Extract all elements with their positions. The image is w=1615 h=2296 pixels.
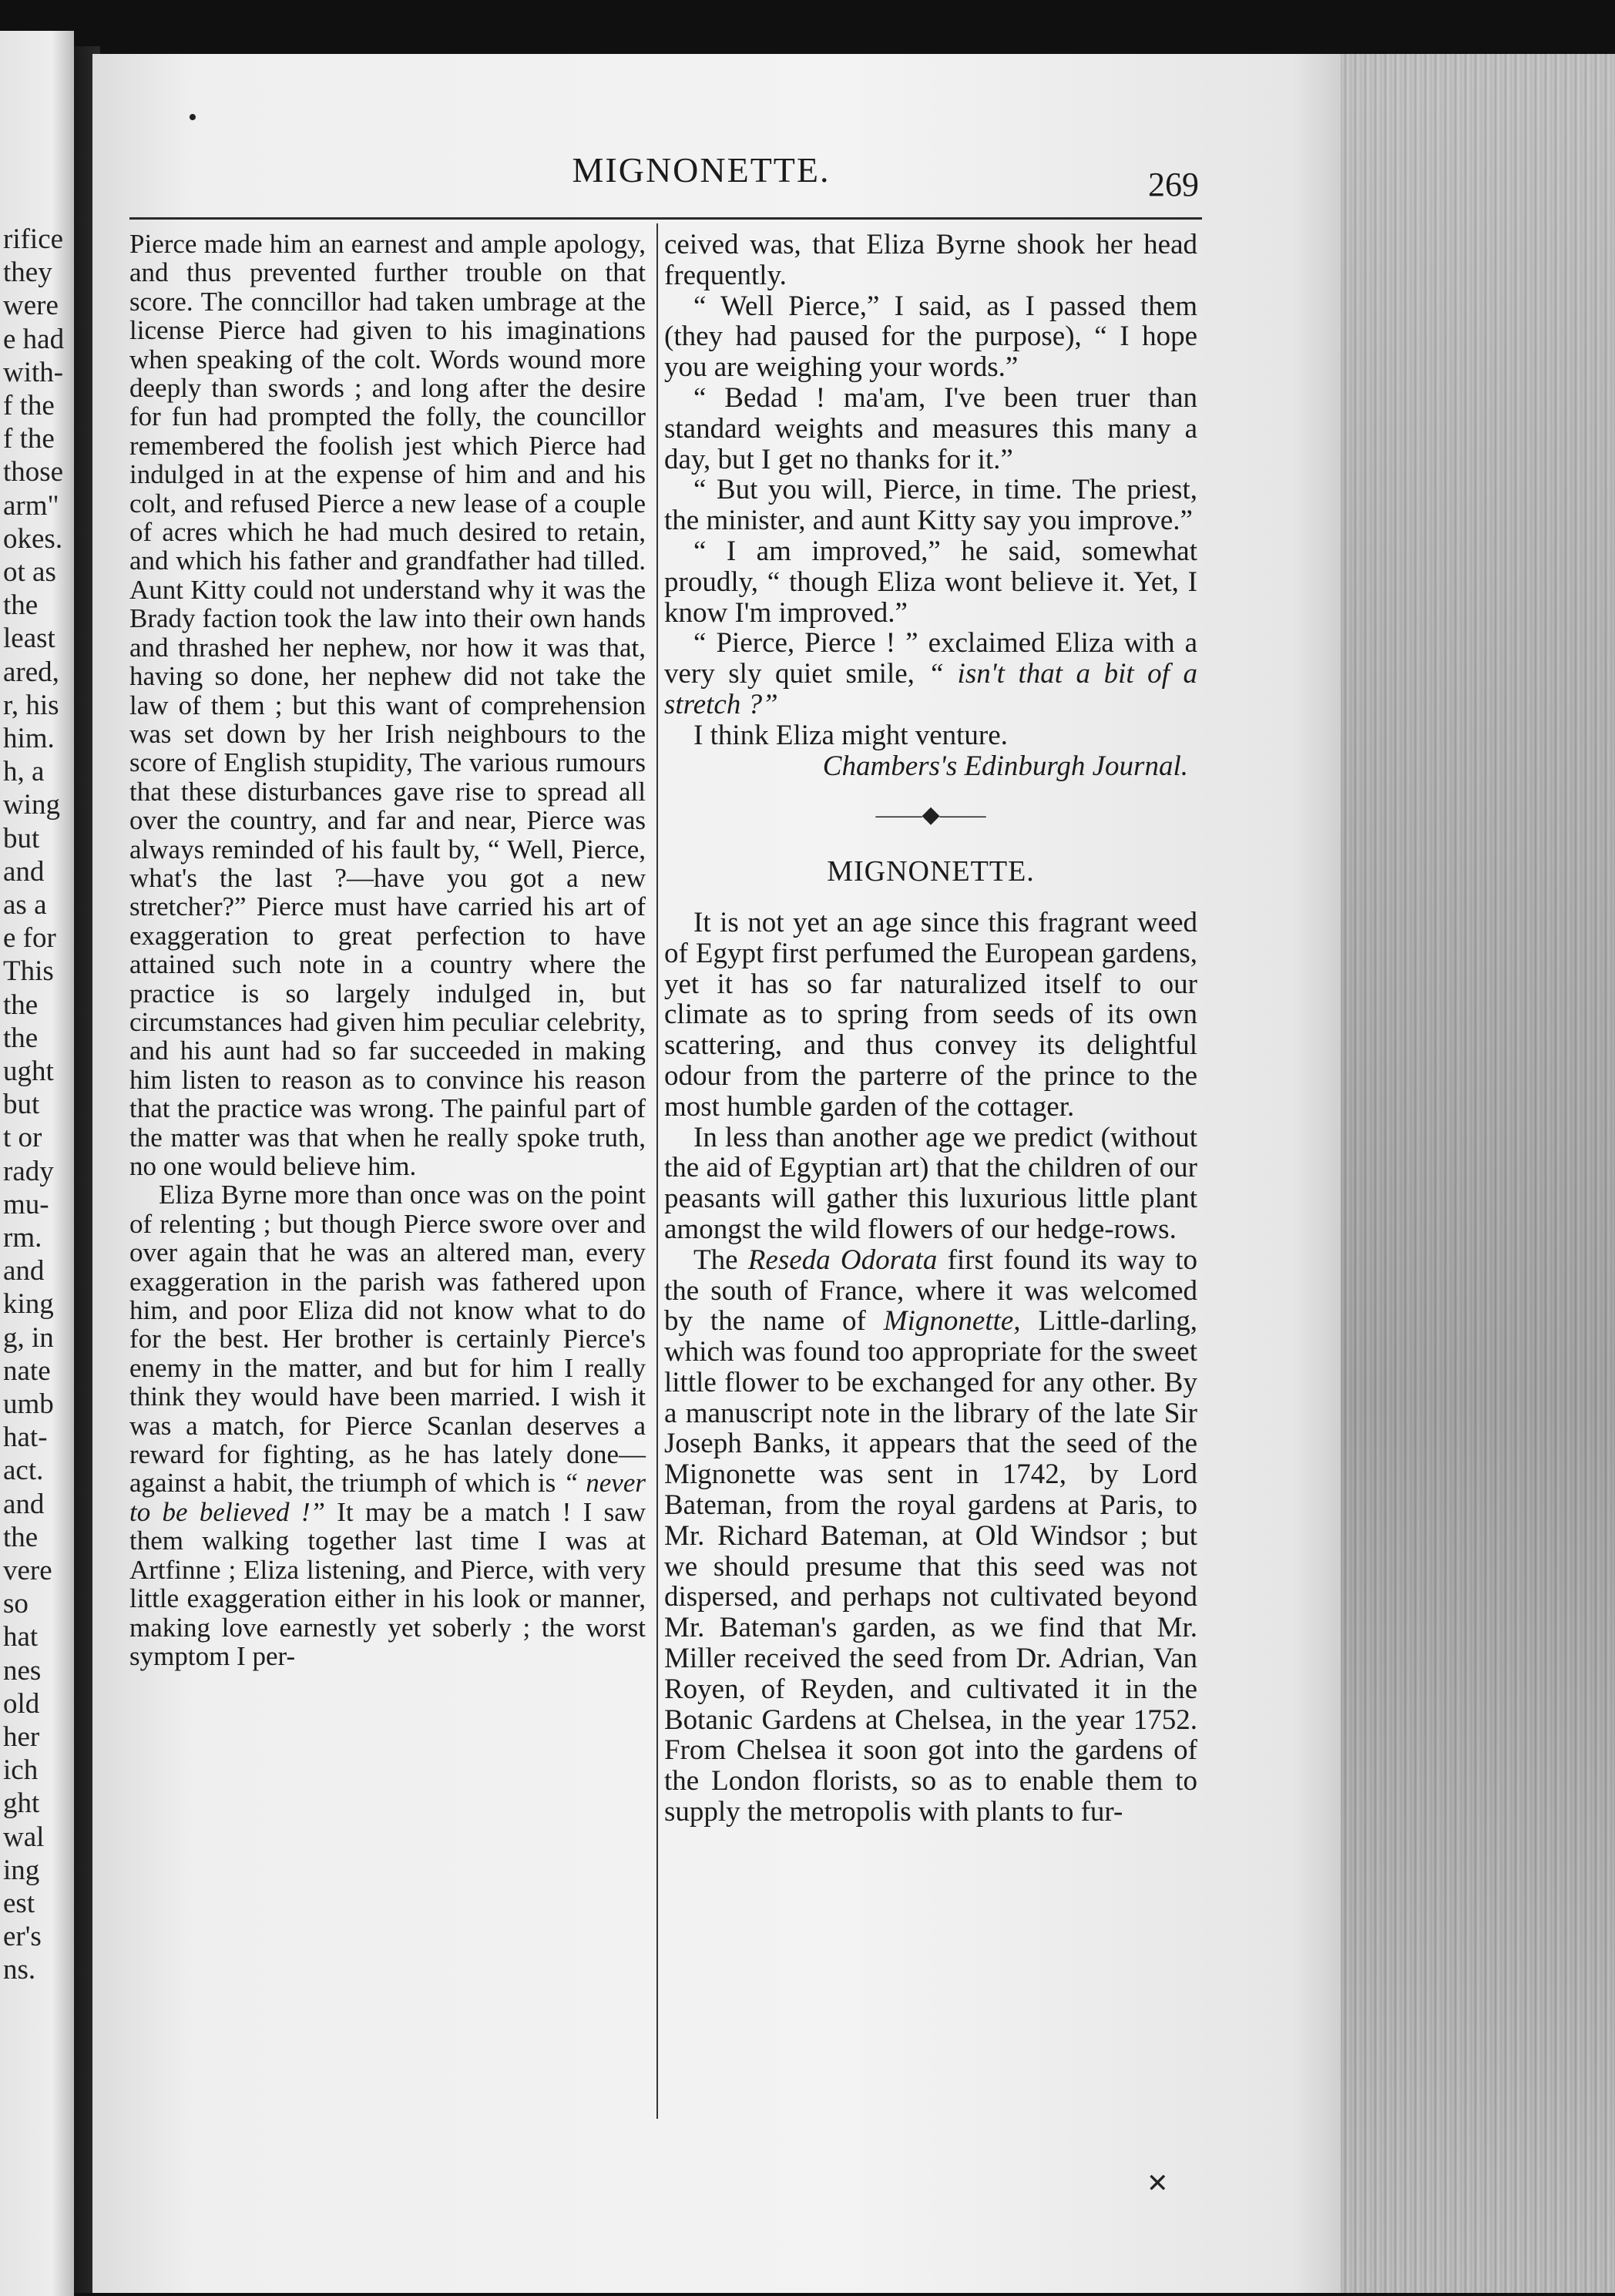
facing-page-fragment: the [3,589,39,622]
facing-page-fragment: ught [3,1056,54,1087]
paragraph: “ Well Pierce,” I said, as I passed them (they had paused for the purpose), “ I hope you are weighing your words.” [664,290,1197,384]
facing-page-fragment: as a [3,889,47,921]
facing-page-fragment: least [3,623,55,655]
facing-page-fragment: umb [3,1388,54,1420]
facing-page-fragment: mu- [3,1188,49,1220]
facing-page-fragment: the [3,1022,39,1054]
facing-page-fragment: hat [3,1621,39,1653]
paragraph: It is not yet an age since this fragrant weed of Egypt first perfumed the European gardens, yet it has so far naturalized itself to our climate as to spring from seeds of its own scattering, and thus convey its delightful odour from the parterre of the prince to the most humble garden of the cottager. [664,906,1197,1123]
italic-term: Mignonette, [883,1305,1021,1338]
facing-page-fragment: ght [3,1787,40,1820]
facing-page-fragment: wing [3,789,60,821]
header-rule [129,217,1202,220]
facing-page-fragment: rady [3,1155,54,1187]
paragraph [664,1245,1197,1828]
right-column [664,230,1197,1828]
paragraph: ceived was, that Eliza Byrne shook her head frequently. [664,229,1197,291]
facing-page-fragment: the [3,989,39,1021]
facing-page-fragment: king [3,1288,54,1321]
facing-page-fragment: t or [3,1122,42,1154]
facing-page-fragment: ns. [3,1954,36,1986]
facing-page-fragment: but [3,1089,40,1121]
italic-quote: “ never to be believed !” [129,1468,646,1527]
text-run: Little-darling, which was found too appropriate for the sweet little flower to be exchanged for any other. By a manuscript note in the library of the late Sir Joseph Banks, it appears that the seed of the Mignonette was sent in 1742, by Lord Bateman, from the royal gardens at Paris, to Mr. Richard Bateman, at Old Windsor ; but we should presume that this seed was not dispersed, and perhaps not cultivated beyond Mr. Bateman's garden, as we find that Mr. Miller received the seed from Dr. Adrian, Van Royen, of Reyden, and cultivated it in the Botanic Gardens at Chelsea, in the year 1752. From Chelsea it soon got into the gardens of the London florists, so as to enable them to supply the metropolis with plants to fur- [664,1305,1197,1828]
facing-page-fragment: e for [3,922,56,955]
facing-page-fragment: so [3,1588,29,1620]
facing-page-fragment: her [3,1721,40,1753]
facing-page-fragment: were [3,290,59,322]
facing-page-fragment: and [3,1488,45,1520]
facing-page-fragment: h, a [3,756,45,788]
facing-page-fragment: hat- [3,1422,48,1454]
facing-page-fragment: they [3,257,52,289]
print-speck: • [188,103,197,132]
paragraph [664,628,1197,720]
facing-page-fragment: est [3,1888,35,1919]
paragraph: “ But you will, Pierce, in time. The priest, the minister, and aunt Kitty say you improve.” [664,474,1197,537]
source-attribution: Chambers's Edinburgh Journal. [822,750,1188,782]
print-speck: ✕ [1147,2170,1169,2198]
facing-page-fragment: g, in [3,1321,54,1354]
running-title: MIGNONETTE. [572,150,831,190]
paragraph: I think Eliza might venture. [693,719,1008,751]
facing-page-fragment: those [3,456,64,488]
facing-page-fragment: vere [3,1555,52,1586]
italic-quote: “ isn't that a bit of a stretch ?” [664,658,1197,720]
facing-page-fragment: f the [3,390,55,421]
facing-page-fragment: and [3,855,45,888]
page-fore-edge [1341,54,1615,2293]
facing-page-fragment: This [3,955,54,988]
facing-page-fragment: rm. [3,1222,42,1254]
facing-page-fragment: the [3,1521,39,1553]
paragraph: In less than another age we predict (without the aid of Egyptian art) that the children of our peasants will gather this luxurious little plant amongst the wild flowers of our hedge-rows. [664,1121,1197,1245]
facing-page-fragment: but [3,822,40,854]
facing-page-fragment: ich [3,1754,39,1787]
text-run: Eliza Byrne more than once was on the point of relenting ; but though Pierce swore over and over again that he was an altered man, every exaggeration in the parish was fathered upon him, and poor Eliza did not know what to do for the best. Her brother is certainly Pierce's enemy in the matter, and but for him I really think they would have been married. I wish it was a match, for Pierce Scanlan deserves a reward for fighting, as he has lately done—against a habit, the triumph of which is [129,1180,646,1499]
page-number: 269 [1148,166,1199,203]
facing-page-fragment: e had [3,323,65,355]
facing-page-fragment: nes [3,1654,42,1687]
text-run: The [693,1244,748,1276]
column-divider [656,223,658,2119]
facing-page-fragment: arm" [3,489,59,522]
facing-page-fragment: er's [3,1921,42,1953]
facing-page-fragment: ot as [3,556,56,588]
section-ornament: ——◆—— [875,802,986,828]
facing-page-fragment: and [3,1255,45,1287]
paragraph: “ I am improved,” he said, somewhat proudly, “ though Eliza wont believe it. Yet, I know I'm improved.” [664,535,1197,629]
facing-page-fragment: wal [3,1821,45,1853]
section-title: MIGNONETTE. [827,855,1035,888]
paragraph: “ Bedad ! ma'am, I've been truer than standard weights and measures this many a day, but I get no thanks for it.” [664,381,1197,475]
left-column [129,230,646,1670]
facing-page-fragment: r, his [3,689,59,721]
facing-page-fragment: him. [3,723,55,754]
text-run: It may be a match ! I saw them walking together last time I was at Artfinne ; Eliza listening, and Pierce, with very little exaggeration either in his look or manner, making love earnestly yet soberly ; the worst symptom I per- [129,1496,646,1671]
facing-page-fragment: ared, [3,656,59,688]
facing-page-fragment: act. [3,1455,44,1487]
facing-page-fragment: with- [3,356,64,388]
text-run: first found its way to the south of France, where it was welcomed by the name of [664,1244,1197,1338]
facing-page-fragment: nate [3,1354,51,1387]
facing-page-fragment: old [3,1687,40,1720]
facing-page-fragment: okes. [3,522,63,555]
facing-page-edge [0,31,74,2296]
italic-term: Reseda Odorata [747,1244,938,1276]
text-run: “ Pierce, Pierce ! ” exclaimed Eliza with a very sly quiet smile, [664,627,1197,690]
paragraph [129,1180,646,1670]
paragraph: Pierce made him an earnest and ample apology, and thus prevented further trouble on that score. The conncillor had taken umbrage at the license Pierce had given to his imaginations when speaking of the colt. Words wound more deeply than swords ; and long after the desire for fun had prompted the folly, the councillor remembered the foolish jest which Pierce had indulged in at the expense of him and and his colt, and refused Pierce a new lease of a couple of acres which he had much desired to retain, and which his father and grandfather had tilled. Aunt Kitty could not understand why it was the Brady faction took the law into their own hands and thrashed her nephew, nor how it was that, having so done, her nephew did not take the law of them ; but this want of comprehension was set down by her Irish neighbours to the score of English stupidity, The various rumours that these disturbances gave rise to spread all over the country, and far and near, Pierce was always reminded of his fault by, “ Well, Pierce, what's the last ?—have you got a new stretcher?” Pierce must have carried his art of exaggeration to great perfection to have attained such note in a country where the practice is so largely indulged in, but circumstances had given him peculiar celebrity, and his aunt had so far succeeded in making him listen to reason as to convince his reason that the practice was wrong. The painful part of the matter was that when he really spoke truth, no one would believe him. [129,229,646,1181]
facing-page-fragment: ing [3,1854,40,1886]
facing-page-fragment: rifice [3,223,64,255]
facing-page-fragment: f the [3,423,55,455]
